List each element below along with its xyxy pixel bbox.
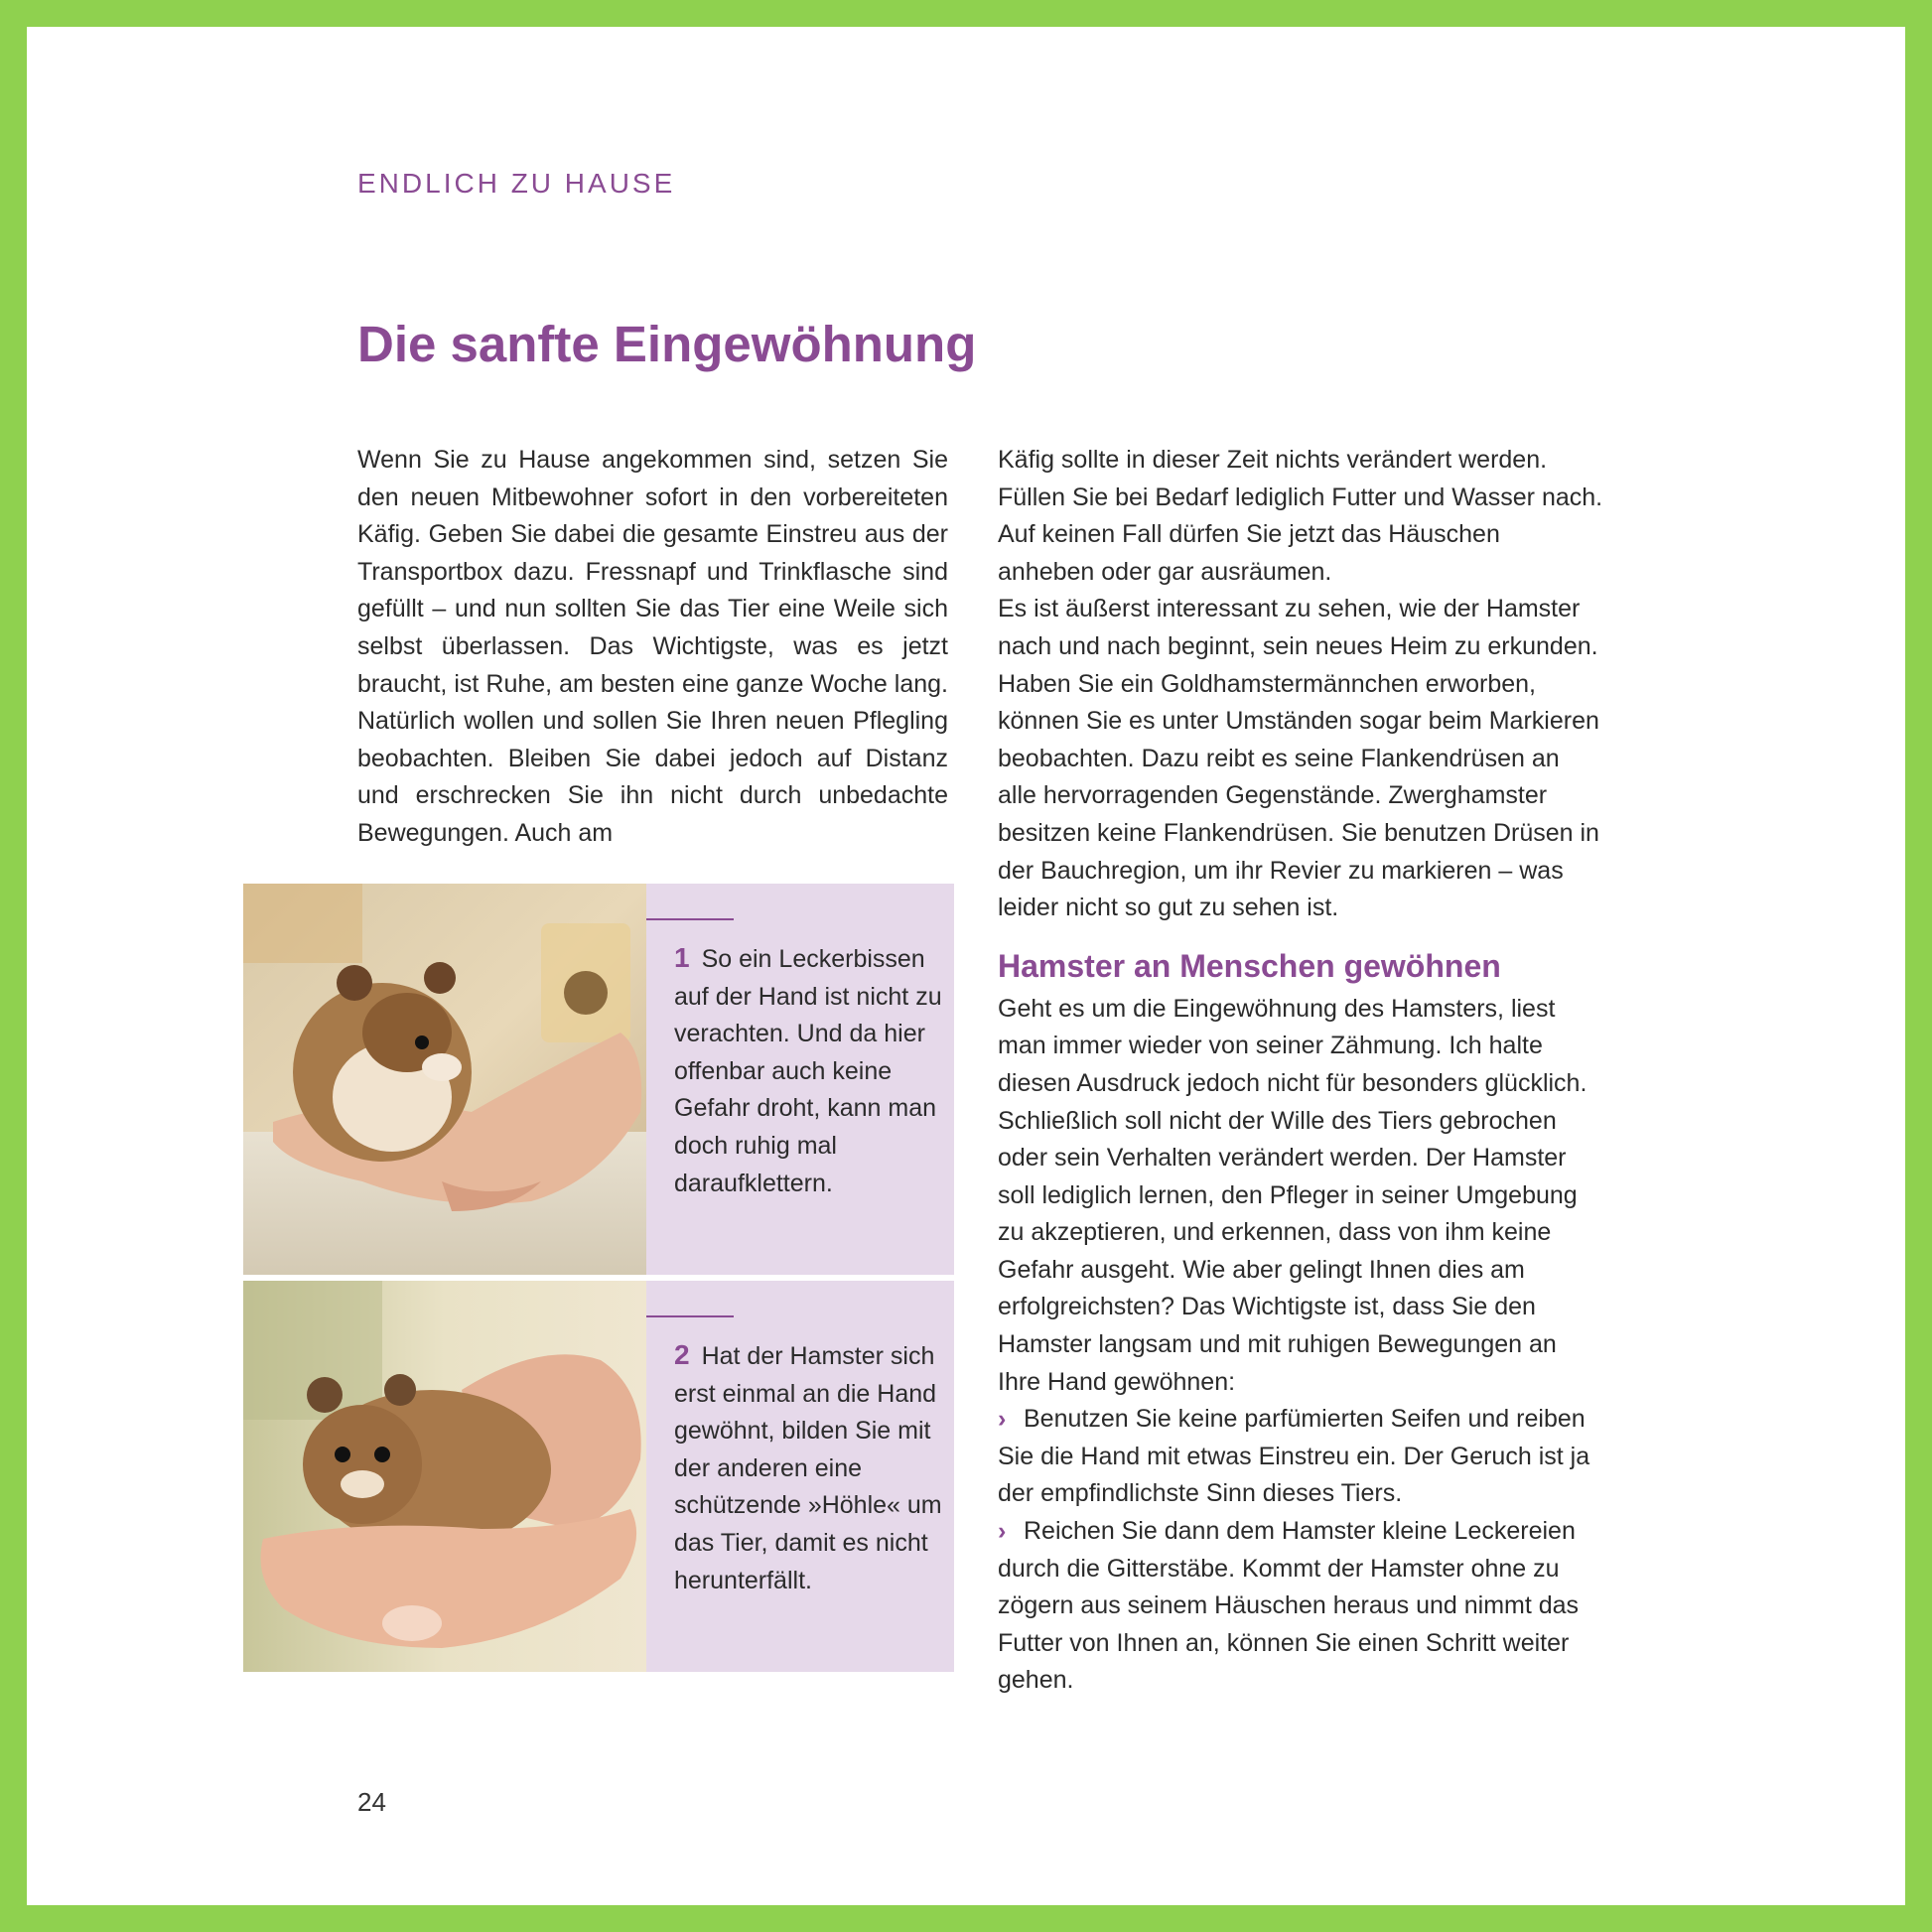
caption-number: 2 [674, 1339, 690, 1370]
chevron-right-icon: › [998, 1517, 1007, 1546]
caption-number: 1 [674, 942, 690, 973]
bullet-text: Reichen Sie dann dem Hamster kleine Leckereien durch die Gitterstäbe. Kommt der Hamster ohne zu zögern aus seinem Häuschen heraus und nimmt das Futter von Ihnen an, können Sie einen Schritt weiter gehen. [998, 1517, 1580, 1695]
caption-text [674, 1336, 942, 1599]
caption-rule [646, 918, 734, 920]
page-number: 24 [357, 1787, 386, 1817]
chevron-right-icon: › [998, 1405, 1007, 1434]
caption-body: Hat der Hamster sich erst einmal an die Hand gewöhnt, bilden Sie mit der anderen eine schützende »Höhle« um das Tier, damit es nicht herunterfällt. [674, 1342, 942, 1594]
body-paragraph: Wenn Sie zu Hause angekommen sind, setzen Sie den neuen Mitbewohner sofort in den vorbereiteten Käfig. Geben Sie dabei die gesamte Einstreu aus der Transportbox dazu. Fressnapf und Trinkflasche sind gefüllt – und nun sollten Sie das Tier eine Weile sich selbst überlassen. Das Wichtigste, was es jetzt braucht, ist Ruhe, am besten eine ganze Woche lang. Natürlich wollen und sollen Sie Ihren neuen Pflegling beobachten. Bleiben Sie dabei jedoch auf Distanz und erschrecken Sie ihn nicht durch unbedachte Bewegungen. Auch am [357, 446, 948, 847]
bullet-item [998, 1513, 1603, 1700]
caption-box-1 [646, 884, 954, 1275]
section-label: ENDLICH ZU HAUSE [357, 168, 676, 199]
caption-text [674, 939, 942, 1202]
book-page [27, 27, 1905, 1905]
text-column-left [357, 442, 948, 853]
body-paragraph: Käfig sollte in dieser Zeit nichts verändert werden. Füllen Sie bei Bedarf lediglich Futter und Wasser nach. Auf keinen Fall dürfen Sie jetzt das Häuschen anheben oder gar ausräumen. [998, 446, 1603, 586]
body-paragraph: Geht es um die Eingewöhnung des Hamsters, liest man immer wieder von seiner Zähmung. Ich halte diesen Ausdruck jedoch nicht für besonders glücklich. Schließlich soll nicht der Wille des Tiers gebrochen oder sein Verhalten verändert werden. Der Hamster soll lediglich lernen, den Pfleger in seiner Umgebung zu akzeptieren, und erkennen, dass von ihm keine Gefahr ausgeht. Wie aber gelingt Ihnen dies am erfolgreichsten? Das Wichtigste ist, dass Sie den Hamster langsam und mit ruhigen Bewegungen an Ihre Hand gewöhnen: [998, 994, 1587, 1396]
bullet-text: Benutzen Sie keine parfümierten Seifen und reiben Sie die Hand mit etwas Einstreu ein. Der Geruch ist ja der empfindlichste Sinn dieses Tiers. [998, 1405, 1590, 1508]
hamster-photo-2 [243, 1281, 646, 1672]
bullet-item [998, 1401, 1603, 1513]
subheading: Hamster an Menschen gewöhnen [998, 947, 1501, 984]
text-column-right [998, 442, 1603, 1700]
caption-box-2 [646, 1281, 954, 1672]
hamster-photo-1 [243, 884, 646, 1275]
page-title: Die sanfte Eingewöhnung [357, 316, 977, 372]
body-paragraph: Es ist äußerst interessant zu sehen, wie der Hamster nach und nach beginnt, sein neues Heim zu erkunden. Haben Sie ein Goldhamstermännchen erworben, können Sie es unter Umständen sogar beim Markieren beobachten. Dazu reibt es seine Flankendrüsen an alle hervorragenden Gegenstände. Zwerghamster besitzen keine Flankendrüsen. Sie benutzen Drüsen in der Bauchregion, um ihr Revier zu markieren – was leider nicht so gut zu sehen ist. [998, 595, 1599, 922]
caption-rule [646, 1315, 734, 1317]
caption-body: So ein Leckerbissen auf der Hand ist nicht zu verachten. Und da hier offenbar auch keine Gefahr droht, kann man doch ruhig mal daraufklettern. [674, 945, 942, 1197]
